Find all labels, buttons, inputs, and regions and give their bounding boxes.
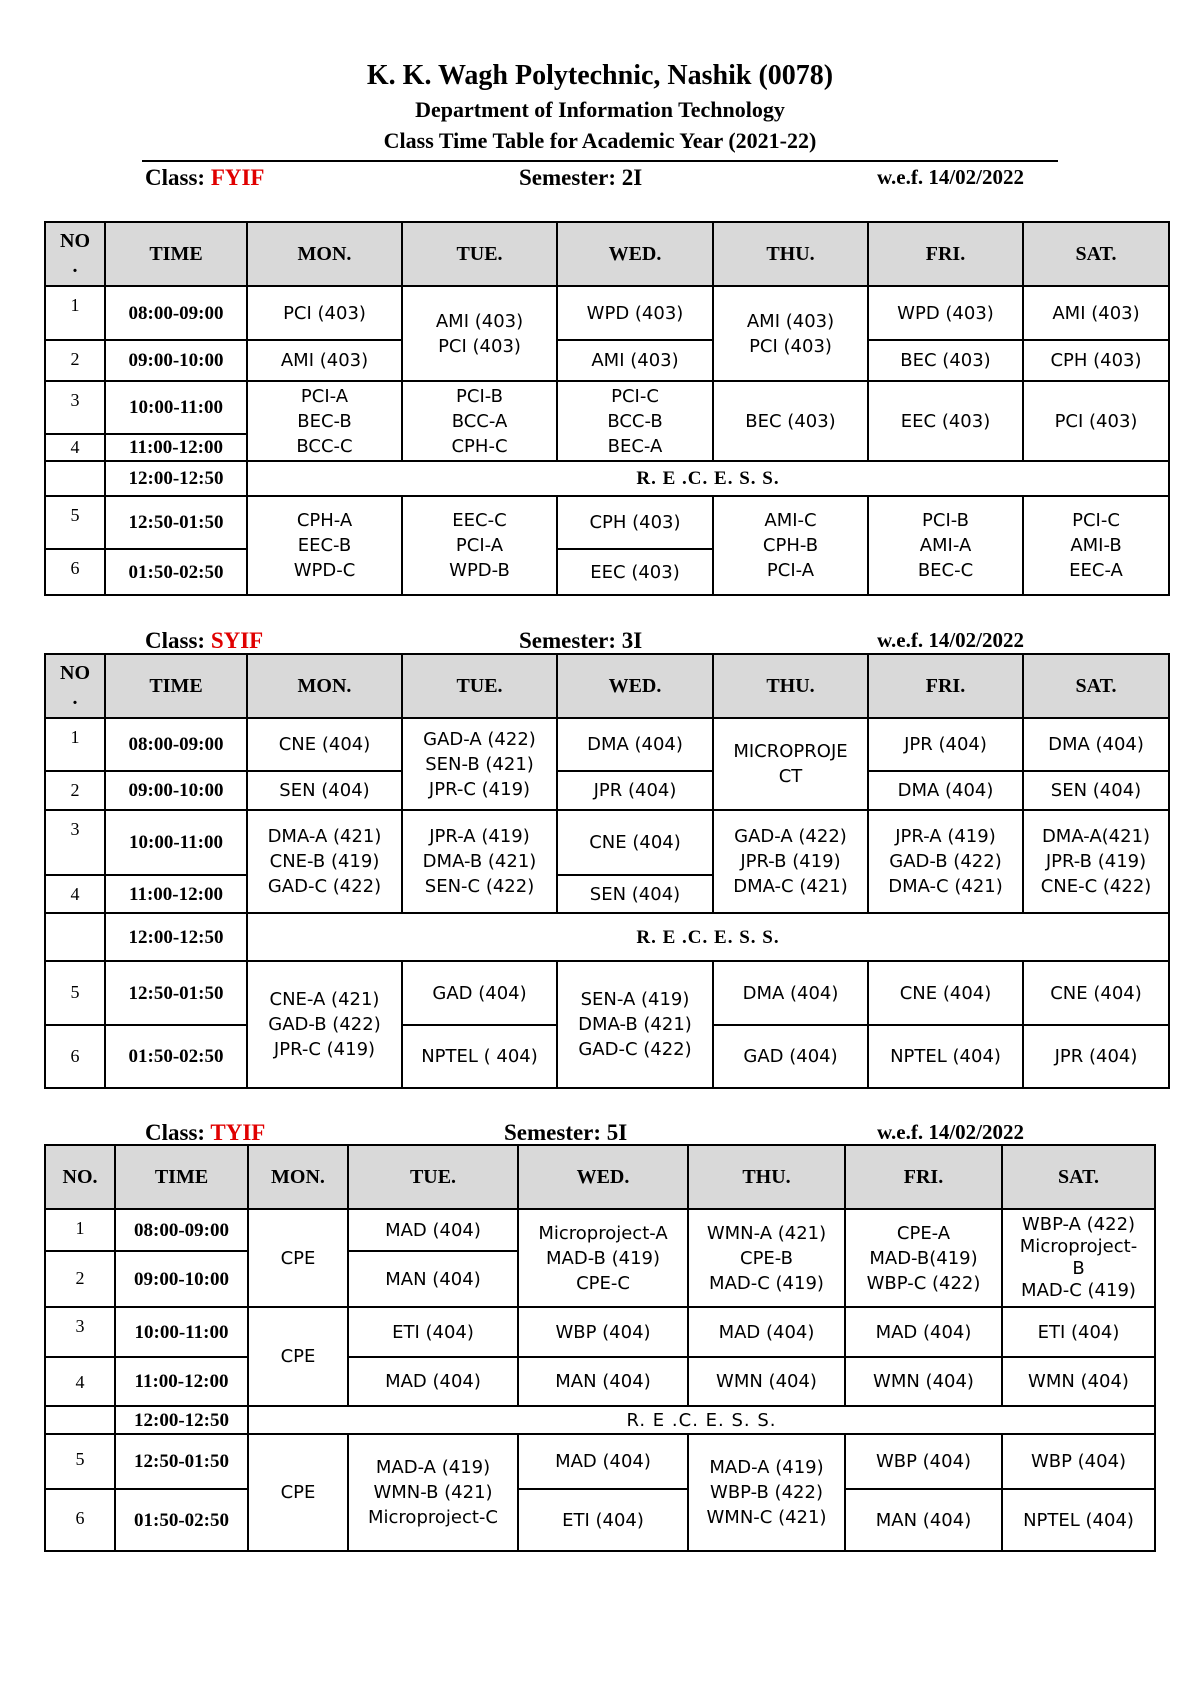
table-row — [45, 286, 1169, 340]
ty-class-label — [145, 1120, 265, 1146]
col-mon-header: MON. — [247, 222, 402, 286]
cell-sat: DMA-A(421) JPR-B (419) CNE-C (422) — [1040, 826, 1152, 897]
cell-fri: NPTEL (404) — [868, 1025, 1023, 1088]
cell-wed: PCI-C BCC-B BEC-A — [607, 385, 663, 457]
cell-wed: SEN-A (419) DMA-B (421) GAD-C (422) — [578, 989, 692, 1060]
cell-wed: CPH (403) — [557, 496, 713, 549]
period-no: 4 — [45, 1357, 115, 1406]
document-header — [0, 58, 1200, 156]
cell-fri: PCI-B AMI-A BEC-C — [917, 510, 974, 581]
recess-label: R. E .C. E. S. S. — [247, 913, 1169, 961]
period-time: 01:50-02:50 — [105, 1025, 247, 1088]
col-mon-header: MON. — [247, 654, 402, 718]
period-no: 3 — [45, 810, 105, 875]
table-cell — [845, 1209, 1002, 1307]
table-cell — [45, 913, 105, 961]
header-divider — [142, 160, 1058, 162]
cell-fri: JPR (404) — [868, 718, 1023, 771]
ty-semester: Semester: 5I — [504, 1120, 628, 1145]
cell-sat: CNE (404) — [1023, 961, 1169, 1025]
table-cell — [402, 286, 557, 381]
table-row — [45, 1357, 1155, 1406]
period-no: 5 — [45, 496, 105, 549]
sy-class-label — [145, 628, 263, 654]
table-cell — [1023, 810, 1169, 913]
cell-tue: EEC-C PCI-A WPD-B — [449, 510, 510, 581]
col-sat-header: SAT. — [1023, 654, 1169, 718]
cell-sat: NPTEL (404) — [1002, 1489, 1155, 1551]
cell-thu: MAD-A (419) WBP-B (422) WMN-C (421) — [706, 1457, 827, 1528]
table-row — [45, 771, 1169, 810]
period-time: 10:00-11:00 — [105, 381, 247, 434]
table-cell — [713, 810, 868, 913]
col-fri-header: FRI. — [868, 654, 1023, 718]
cell-fri: JPR-A (419) GAD-B (422) DMA-C (421) — [888, 826, 1003, 897]
col-thu-header: THU. — [688, 1145, 845, 1209]
period-time: 11:00-12:00 — [115, 1357, 248, 1406]
department-name: Department of Information Technology — [415, 97, 785, 122]
col-thu-header: THU. — [713, 654, 868, 718]
col-wed-header: WED. — [557, 222, 713, 286]
ty-timetable — [44, 1144, 1156, 1552]
cell-fri: DMA (404) — [868, 771, 1023, 810]
period-no: 6 — [45, 549, 105, 595]
cell-tue: GAD-A (422) SEN-B (421) JPR-C (419) — [423, 728, 536, 800]
period-no: 3 — [45, 1307, 115, 1357]
fy-class-line — [0, 165, 1200, 195]
cell-mon: PCI-A BEC-B BCC-C — [296, 385, 353, 457]
ty-class-name: TYIF — [210, 1120, 266, 1145]
recess-row — [45, 1406, 1155, 1434]
sy-class-name: SYIF — [210, 628, 264, 653]
cell-mon: CNE (404) — [247, 718, 402, 771]
cell-tue: MAN (404) — [348, 1251, 518, 1307]
table-row — [45, 718, 1169, 771]
table-cell — [45, 1406, 115, 1434]
cell-mon: CPE — [248, 1209, 348, 1307]
cell-text: NO . — [60, 662, 90, 709]
period-time: 09:00-10:00 — [115, 1251, 248, 1307]
cell-sat: ETI (404) — [1002, 1307, 1155, 1357]
period-no: 2 — [45, 340, 105, 381]
recess-time: 12:00-12:50 — [115, 1406, 248, 1434]
period-no: 6 — [45, 1489, 115, 1551]
period-time: 09:00-10:00 — [105, 771, 247, 810]
period-no: 6 — [45, 1025, 105, 1088]
cell-tue: MAD (404) — [348, 1209, 518, 1251]
table-row — [45, 496, 1169, 549]
cell-mon: PCI (403) — [247, 286, 402, 340]
fy-wef: w.e.f. 14/02/2022 — [877, 165, 1024, 189]
cell-fri: EEC (403) — [868, 381, 1023, 461]
table-cell — [713, 496, 868, 595]
period-no: 4 — [45, 434, 105, 461]
table-cell — [247, 961, 402, 1088]
col-no-header — [45, 222, 105, 286]
table-cell — [557, 961, 713, 1088]
cell-thu: AMI (403) PCI (403) — [746, 310, 835, 357]
cell-wed: WBP (404) — [518, 1307, 688, 1357]
fy-class-label — [145, 165, 264, 191]
period-time: 12:50-01:50 — [105, 961, 247, 1025]
cell-text: Class: — [145, 1120, 206, 1145]
period-no: 5 — [45, 1434, 115, 1489]
table-row — [45, 381, 1169, 434]
col-sat-header: SAT. — [1002, 1145, 1155, 1209]
period-no: 2 — [45, 771, 105, 810]
col-tue-header: TUE. — [402, 654, 557, 718]
table-cell — [1023, 496, 1169, 595]
table-cell — [868, 496, 1023, 595]
cell-wed: Microproject-A MAD-B (419) CPE-C — [538, 1222, 668, 1294]
cell-wed: DMA (404) — [557, 718, 713, 771]
cell-thu: GAD-A (422) JPR-B (419) DMA-C (421) — [733, 826, 848, 897]
timetable-title: Class Time Table for Academic Year (2021-22) — [383, 128, 817, 153]
cell-wed: EEC (403) — [557, 549, 713, 595]
period-no: 1 — [45, 286, 105, 340]
cell-wed: WPD (403) — [557, 286, 713, 340]
cell-thu: BEC (403) — [713, 381, 868, 461]
fy-semester: Semester: 2I — [519, 165, 643, 190]
cell-tue: MAD-A (419) WMN-B (421) Microproject-C — [368, 1457, 498, 1528]
cell-tue: PCI-B BCC-A CPH-C — [451, 385, 508, 457]
cell-thu: WMN-A (421) CPE-B MAD-C (419) — [706, 1222, 827, 1294]
col-tue-header: TUE. — [402, 222, 557, 286]
period-no: 4 — [45, 875, 105, 913]
table-row — [45, 340, 1169, 381]
cell-mon: CPH-A EEC-B WPD-C — [293, 510, 356, 581]
cell-sat: JPR (404) — [1023, 1025, 1169, 1088]
cell-text: NO . — [60, 230, 90, 277]
table-cell — [518, 1209, 688, 1307]
table-cell — [402, 496, 557, 595]
period-time: 01:50-02:50 — [115, 1489, 248, 1551]
recess-label: R. E .C. E. S. S. — [248, 1406, 1155, 1434]
table-cell — [402, 810, 557, 913]
cell-fri: WPD (403) — [868, 286, 1023, 340]
period-time: 12:50-01:50 — [115, 1434, 248, 1489]
col-time-header: TIME — [115, 1145, 248, 1209]
table-cell — [402, 718, 557, 810]
cell-wed: CNE (404) — [557, 810, 713, 875]
col-sat-header: SAT. — [1023, 222, 1169, 286]
cell-tue: GAD (404) — [402, 961, 557, 1025]
cell-fri: BEC (403) — [868, 340, 1023, 381]
table-cell — [247, 381, 402, 461]
col-fri-header: FRI. — [868, 222, 1023, 286]
cell-mon: CPE — [248, 1307, 348, 1406]
cell-sat: WMN (404) — [1002, 1357, 1155, 1406]
table-cell — [688, 1434, 845, 1551]
cell-wed: MAN (404) — [518, 1357, 688, 1406]
cell-wed: JPR (404) — [557, 771, 713, 810]
cell-tue: ETI (404) — [348, 1307, 518, 1357]
sy-timetable — [44, 653, 1170, 1089]
table-row — [45, 810, 1169, 875]
cell-tue: AMI (403) PCI (403) — [435, 310, 524, 357]
table-cell — [247, 496, 402, 595]
cell-mon: DMA-A (421) CNE-B (419) GAD-C (422) — [267, 826, 382, 897]
cell-wed: ETI (404) — [518, 1489, 688, 1551]
period-no: 1 — [45, 1209, 115, 1251]
cell-wed: AMI (403) — [557, 340, 713, 381]
table-cell — [557, 381, 713, 461]
cell-sat: PCI-C AMI-B EEC-A — [1069, 510, 1123, 581]
cell-thu: MICROPROJE CT — [733, 741, 848, 787]
period-time: 11:00-12:00 — [105, 434, 247, 461]
recess-row — [45, 461, 1169, 496]
table-cell — [1002, 1209, 1155, 1307]
cell-thu: AMI-C CPH-B PCI-A — [762, 510, 819, 581]
cell-mon: AMI (403) — [247, 340, 402, 381]
table-cell — [402, 381, 557, 461]
cell-thu: MAD (404) — [688, 1307, 845, 1357]
cell-wed: SEN (404) — [557, 875, 713, 913]
cell-sat: DMA (404) — [1023, 718, 1169, 771]
recess-time: 12:00-12:50 — [105, 461, 247, 496]
period-no: 1 — [45, 718, 105, 771]
period-time: 11:00-12:00 — [105, 875, 247, 913]
cell-fri: MAN (404) — [845, 1489, 1002, 1551]
table-header-row — [45, 1145, 1155, 1209]
cell-text: Class: — [145, 165, 206, 190]
period-no: 5 — [45, 961, 105, 1025]
period-time: 08:00-09:00 — [105, 718, 247, 771]
table-header-row — [45, 222, 1169, 286]
cell-mon: CNE-A (421) GAD-B (422) JPR-C (419) — [268, 989, 381, 1060]
table-cell — [45, 461, 105, 496]
fy-class-name: FYIF — [210, 165, 265, 190]
col-tue-header: TUE. — [348, 1145, 518, 1209]
period-time: 10:00-11:00 — [115, 1307, 248, 1357]
table-row — [45, 1209, 1155, 1251]
period-no: 2 — [45, 1251, 115, 1307]
recess-label: R. E .C. E. S. S. — [247, 461, 1169, 496]
table-row — [45, 1489, 1155, 1551]
fy-timetable — [44, 221, 1170, 596]
table-cell — [247, 810, 402, 913]
col-thu-header: THU. — [713, 222, 868, 286]
col-time-header: TIME — [105, 222, 247, 286]
table-cell — [688, 1209, 845, 1307]
cell-fri: WBP (404) — [845, 1434, 1002, 1489]
table-header-row — [45, 654, 1169, 718]
period-no: 3 — [45, 381, 105, 434]
cell-text: Class: — [145, 628, 206, 653]
col-fri-header: FRI. — [845, 1145, 1002, 1209]
cell-sat: CPH (403) — [1023, 340, 1169, 381]
recess-time: 12:00-12:50 — [105, 913, 247, 961]
cell-sat: WBP (404) — [1002, 1434, 1155, 1489]
ty-wef: w.e.f. 14/02/2022 — [877, 1120, 1024, 1144]
cell-sat: SEN (404) — [1023, 771, 1169, 810]
col-wed-header: WED. — [518, 1145, 688, 1209]
table-cell — [713, 286, 868, 381]
cell-sat: WBP-A (422) Microproject- B MAD-C (419) — [1019, 1214, 1138, 1301]
period-time: 01:50-02:50 — [105, 549, 247, 595]
recess-row — [45, 913, 1169, 961]
sy-wef: w.e.f. 14/02/2022 — [877, 628, 1024, 652]
period-time: 09:00-10:00 — [105, 340, 247, 381]
sy-semester: Semester: 3I — [519, 628, 643, 653]
institute-name: K. K. Wagh Polytechnic, Nashik (0078) — [366, 60, 834, 91]
cell-mon: SEN (404) — [247, 771, 402, 810]
period-time: 12:50-01:50 — [105, 496, 247, 549]
table-row — [45, 1434, 1155, 1489]
cell-tue: MAD (404) — [348, 1357, 518, 1406]
table-cell — [713, 718, 868, 810]
cell-fri: WMN (404) — [845, 1357, 1002, 1406]
period-time: 10:00-11:00 — [105, 810, 247, 875]
cell-fri: CPE-A MAD-B(419) WBP-C (422) — [866, 1222, 981, 1294]
cell-thu: GAD (404) — [713, 1025, 868, 1088]
col-wed-header: WED. — [557, 654, 713, 718]
table-row — [45, 961, 1169, 1025]
period-time: 08:00-09:00 — [115, 1209, 248, 1251]
col-mon-header: MON. — [248, 1145, 348, 1209]
table-row — [45, 1307, 1155, 1357]
cell-sat: PCI (403) — [1023, 381, 1169, 461]
cell-thu: WMN (404) — [688, 1357, 845, 1406]
table-cell — [348, 1434, 518, 1551]
cell-wed: MAD (404) — [518, 1434, 688, 1489]
cell-tue: JPR-A (419) DMA-B (421) SEN-C (422) — [422, 826, 537, 897]
col-no-header — [45, 654, 105, 718]
cell-tue: NPTEL ( 404) — [402, 1025, 557, 1088]
col-no-header: NO. — [45, 1145, 115, 1209]
col-time-header: TIME — [105, 654, 247, 718]
cell-mon: CPE — [248, 1434, 348, 1551]
table-cell — [868, 810, 1023, 913]
cell-sat: AMI (403) — [1023, 286, 1169, 340]
cell-fri: CNE (404) — [868, 961, 1023, 1025]
period-time: 08:00-09:00 — [105, 286, 247, 340]
cell-thu: DMA (404) — [713, 961, 868, 1025]
cell-fri: MAD (404) — [845, 1307, 1002, 1357]
